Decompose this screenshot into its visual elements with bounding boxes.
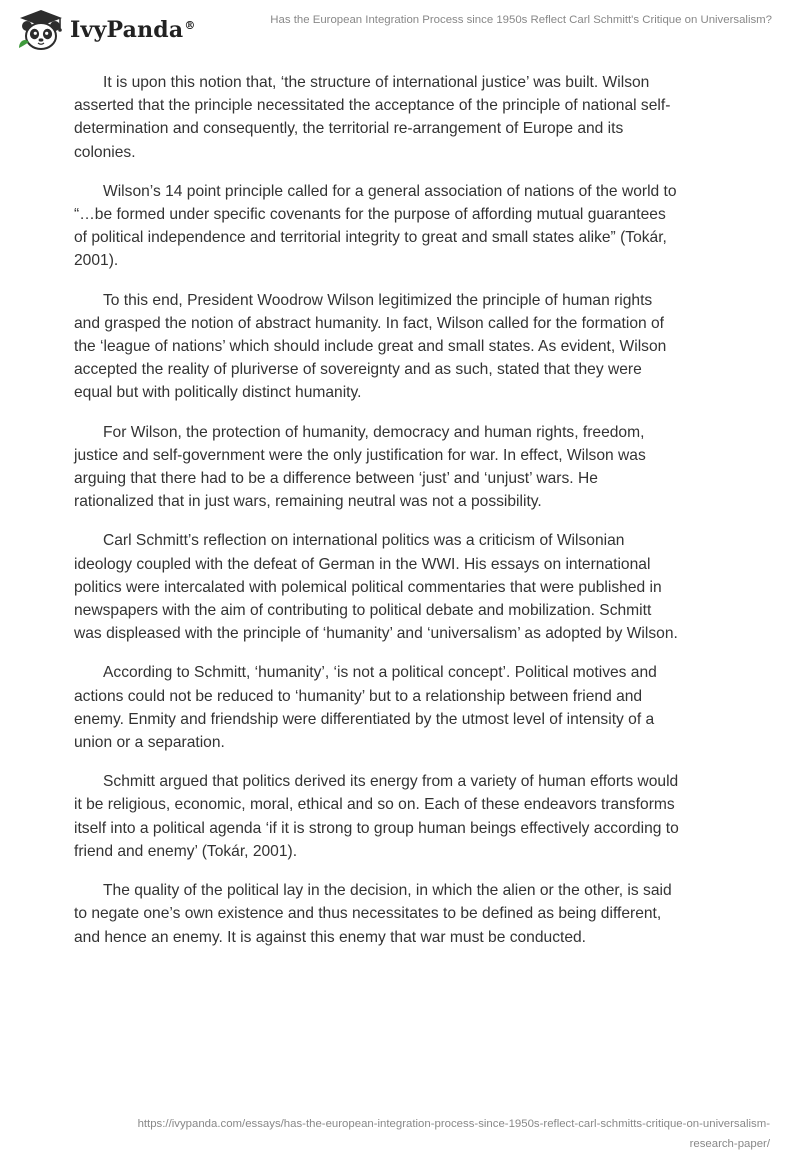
paragraph-line: According to Schmitt, ‘humanity’, ‘is not a political concept’. Political motives and	[103, 664, 657, 682]
paragraph-line: Wilson’s 14 point principle called for a general association of nations of the world to	[103, 182, 677, 200]
paragraph-line: it be religious, economic, moral, ethical and so on. Each of these endeavors transforms	[74, 796, 675, 814]
paragraph-line: rationalized that in just wars, remaining neutral was not a possibility.	[74, 493, 542, 511]
source-url-line-2: research-paper/	[689, 1138, 770, 1150]
paragraph-line: itself into a political agenda ‘if it is strong to group human beings effectively according to	[74, 819, 679, 837]
brand-name: IvyPanda®	[70, 17, 196, 43]
paragraph	[74, 879, 734, 949]
ivypanda-logo[interactable]	[16, 8, 196, 52]
paragraph	[74, 661, 734, 754]
paragraph-line: of political independence and territorial integrity to great and small states alike” (Tokár,	[74, 229, 667, 247]
paragraph-line: asserted that the principle necessitated the acceptance of the principle of national self-	[74, 97, 671, 115]
paragraph-line: union or a separation.	[74, 734, 225, 752]
paragraph-line: 2001).	[74, 252, 119, 270]
paragraph-line: actions could not be reduced to ‘humanity’ but to a relationship between friend and	[74, 687, 643, 705]
paragraph-line: newspapers with the aim of contributing to political debate and mobilization. Schmitt	[74, 602, 652, 620]
paragraph	[74, 180, 734, 273]
paragraph-line: “…be formed under specific covenants for the purpose of affording mutual guarantees	[74, 206, 666, 224]
paragraph-line: was displeased with the principle of ‘humanity’ and ‘universalism’ as adopted by Wilson.	[74, 625, 678, 643]
paragraph-line: It is upon this notion that, ‘the structure of international justice’ was built. Wilson	[103, 74, 650, 91]
document-title: Has the European Integration Process since 1950s Reflect Carl Schmitt's Critique on Universalism?	[270, 14, 772, 26]
paragraph-line: accepted the reality of pluriverse of sovereignty and as such, stated that they were	[74, 361, 642, 379]
paragraph-line: friend and enemy’ (Tokár, 2001).	[74, 842, 298, 860]
paragraph-line: arguing that there had to be a difference between ‘just’ and ‘unjust’ wars. He	[74, 470, 598, 488]
page-header	[0, 0, 800, 60]
paragraph-line: To this end, President Woodrow Wilson legitimized the principle of human rights	[103, 291, 653, 309]
panda-graduate-icon	[16, 8, 66, 52]
paragraph-line: and hence an enemy. It is against this enemy that war must be conducted.	[74, 928, 586, 946]
paragraph-line: Schmitt argued that politics derived its energy from a variety of human efforts would	[103, 773, 679, 791]
paragraph-line: enemy. Enmity and friendship were differentiated by the utmost level of intensity of a	[74, 710, 655, 728]
paragraph	[74, 770, 734, 863]
paragraph	[74, 71, 734, 164]
paragraph-line: equal but with politically distinct humanity.	[74, 384, 362, 402]
source-url-line-1: https://ivypanda.com/essays/has-the-european-integration-process-since-1950s-reflect-carl-schmitts-critique-on-universalism-	[137, 1118, 770, 1130]
essay-body	[74, 71, 734, 965]
paragraph-line: and grasped the notion of abstract humanity. In fact, Wilson called for the formation of	[74, 314, 664, 332]
paragraph-line: ideology coupled with the defeat of German in the WWI. His essays on international	[74, 555, 651, 573]
paragraph-line: The quality of the political lay in the decision, in which the alien or the other, is said	[103, 882, 672, 900]
paragraph-line: Carl Schmitt’s reflection on international politics was a criticism of Wilsonian	[103, 532, 625, 550]
paragraph-line: For Wilson, the protection of humanity, democracy and human rights, freedom,	[103, 423, 645, 441]
source-url[interactable]	[70, 1114, 770, 1154]
paragraph	[74, 529, 734, 645]
paragraph-line: justice and self-government were the only justification for war. In effect, Wilson was	[74, 446, 646, 464]
paragraph-line: colonies.	[74, 143, 136, 161]
paragraph	[74, 421, 734, 514]
paragraph-line: politics were intercalated with polemical political commentaries that were published in	[74, 578, 662, 596]
paragraph-line: to negate one’s own existence and thus necessitates to be defined as being different,	[74, 905, 662, 923]
paragraph	[74, 289, 734, 405]
paragraph-line: the ‘league of nations’ which should include great and small states. As evident, Wilson	[74, 338, 667, 356]
paragraph-line: determination and consequently, the territorial re-arrangement of Europe and its	[74, 120, 624, 138]
